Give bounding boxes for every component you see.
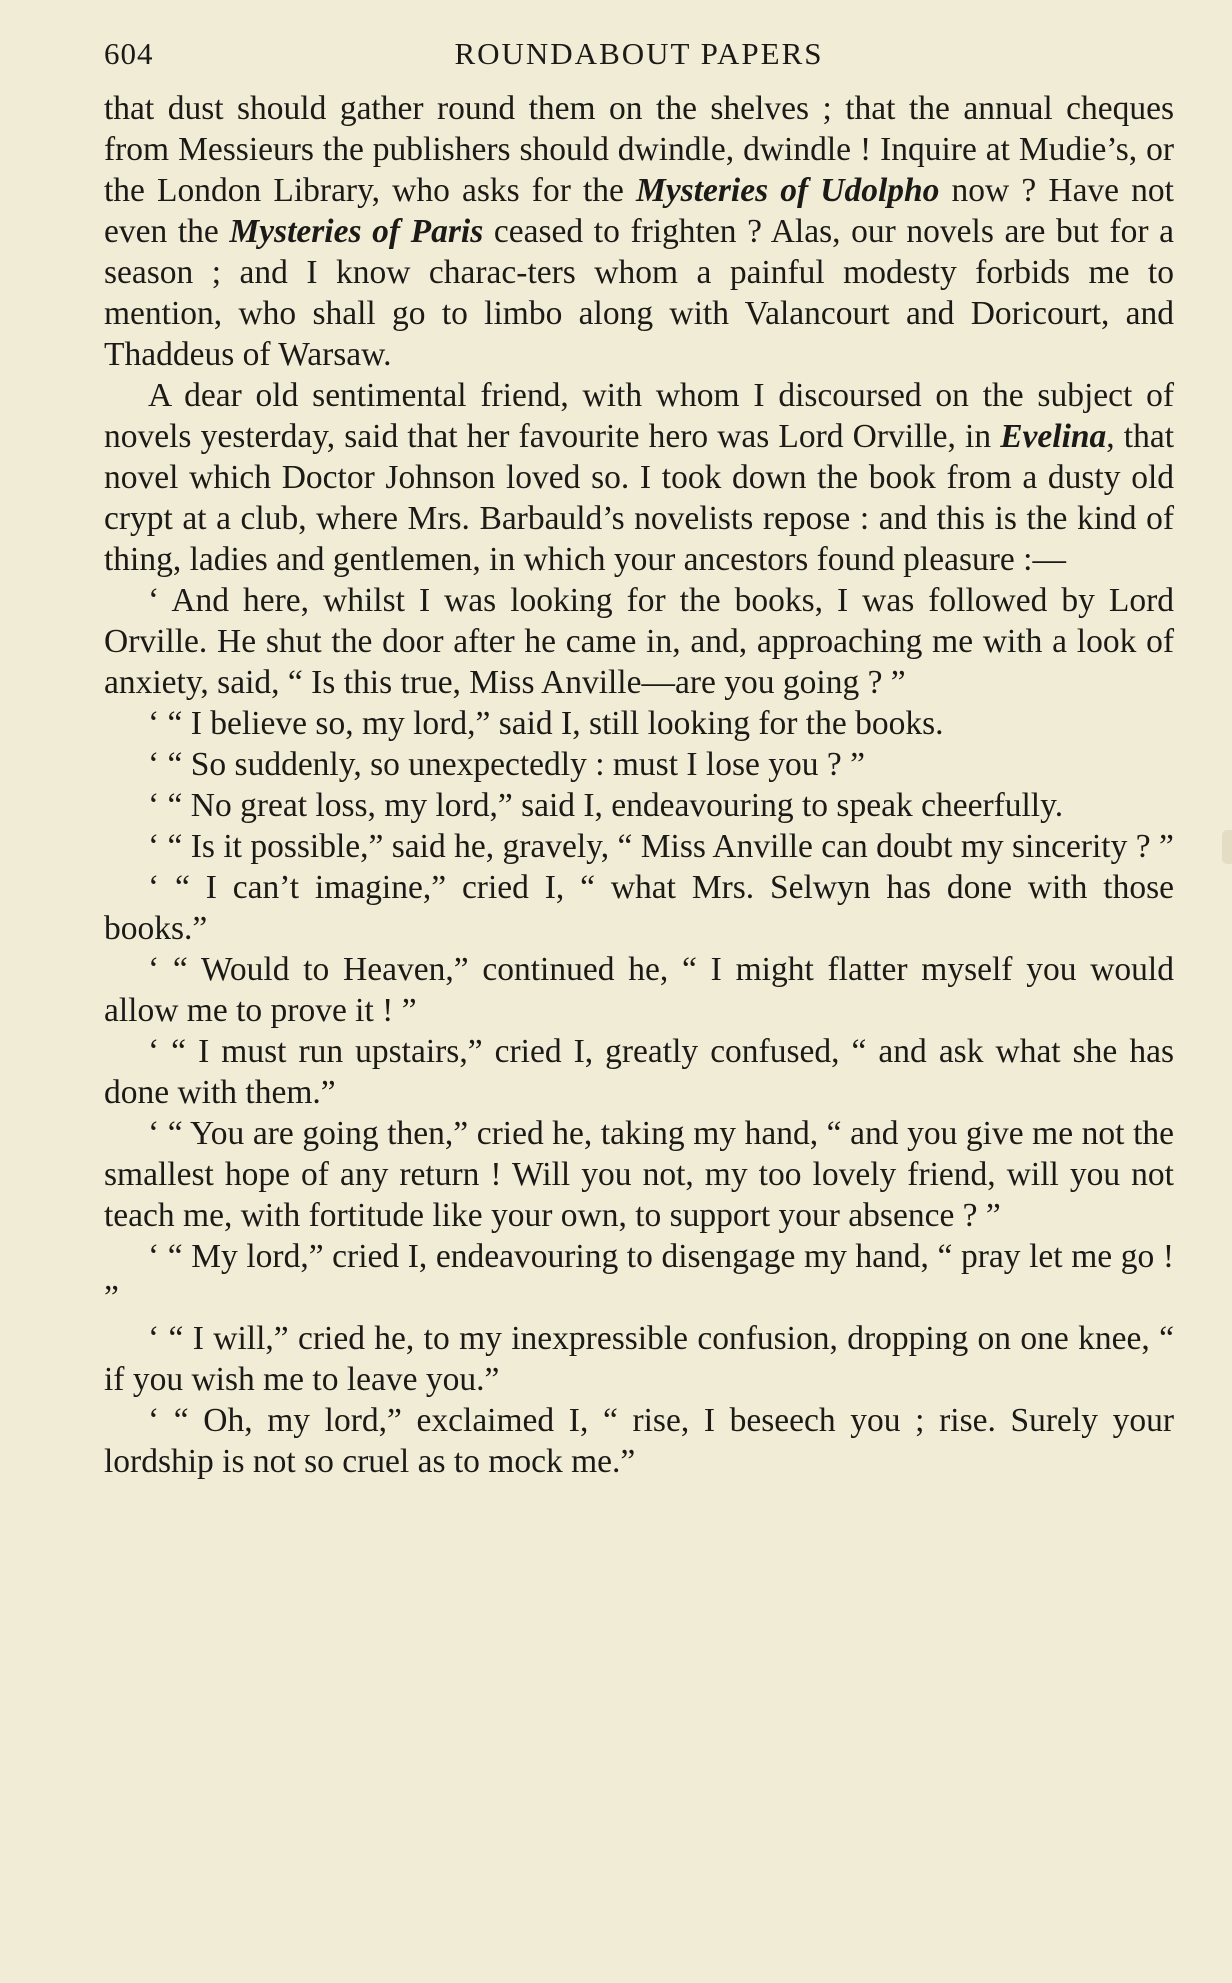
- text-run: now ? Have not even the: [104, 172, 1174, 250]
- text-run: ceased to frighten ? Alas, our novels are but for a season ; and I know charac-ters whom a painful modesty forbids me to mention, who shall go to limbo along with Valancourt and Doricourt, and Thaddeus of Warsaw.: [104, 213, 1174, 373]
- paragraph: [104, 1031, 1174, 1113]
- paragraph: [104, 867, 1174, 949]
- paragraph: [104, 744, 1174, 785]
- page-number: 604: [104, 36, 154, 71]
- paragraph: [104, 1236, 1174, 1318]
- text-run: , that novel which Doctor Johnson loved so. I took down the book from a dusty old crypt at a club, where Mrs. Barbauld’s novelists repose : and this is the kind of thing, ladies and gentlemen, in which your ancestors found pleasure :—: [104, 418, 1175, 578]
- text-run: A dear old sentimental friend, with whom I discoursed on the subject of novels yesterday, said that her favourite hero was Lord Orville, in: [104, 377, 1174, 455]
- paragraph: [104, 580, 1174, 703]
- text-run: ‘ “ So suddenly, so unexpectedly : must I lose you ? ”: [148, 746, 866, 783]
- text-run: ‘ “ I must run upstairs,” cried I, greatly confused, “ and ask what she has done with them.”: [104, 1033, 1174, 1111]
- paragraph: [104, 375, 1174, 580]
- text-run: ‘ “ My lord,” cried I, endeavouring to disengage my hand, “ pray let me go ! ”: [104, 1238, 1174, 1316]
- running-title: ROUNDABOUT PAPERS: [454, 36, 824, 71]
- text-run: ‘ “ You are going then,” cried he, taking my hand, “ and you give me not the smallest hope of any return ! Will you not, my too lovely friend, will you not teach me, with fortitude like your own, to support your absence ? ”: [104, 1115, 1174, 1234]
- continued-paragraph: [104, 88, 1174, 375]
- text-run: ‘ “ I can’t imagine,” cried I, “ what Mrs. Selwyn has done with those books.”: [104, 869, 1174, 947]
- italic-title: Mysteries of Paris: [229, 213, 484, 250]
- paragraph: [104, 703, 1174, 744]
- body-text: [104, 88, 1174, 1482]
- text-run: ‘ “ Oh, my lord,” exclaimed I, “ rise, I beseech you ; rise. Surely your lordship is not so cruel as to mock me.”: [104, 1402, 1174, 1480]
- paragraph: [104, 1400, 1174, 1482]
- paragraph: [104, 785, 1174, 826]
- paragraph: [104, 826, 1174, 867]
- page-edge-mark: [1222, 830, 1232, 864]
- italic-title: Evelina: [1000, 418, 1107, 455]
- text-run: ‘ “ Would to Heaven,” continued he, “ I might flatter myself you would allow me to prove it ! ”: [104, 951, 1174, 1029]
- text-run: that dust should gather round them on the shelves ; that the annual cheques from Messieurs the publishers should dwindle, dwindle ! Inquire at Mudie’s, or the London Library, who asks for the: [104, 90, 1174, 209]
- text-run: ‘ “ I believe so, my lord,” said I, still looking for the books.: [148, 705, 944, 742]
- book-page: [104, 30, 1174, 1482]
- text-run: ‘ “ No great loss, my lord,” said I, endeavouring to speak cheerfully.: [148, 787, 1064, 824]
- page-header: [104, 30, 1174, 80]
- paragraph: [104, 949, 1174, 1031]
- paragraph: [104, 1113, 1174, 1236]
- text-run: ‘ And here, whilst I was looking for the books, I was followed by Lord Orville. He shut the door after he came in, and, approaching me with a look of anxiety, said, “ Is this true, Miss Anville—are you going ? ”: [104, 582, 1174, 701]
- text-run: ‘ “ Is it possible,” said he, gravely, “ Miss Anville can doubt my sincerity ? ”: [148, 828, 1174, 865]
- italic-title: Mysteries of Udolpho: [636, 172, 940, 209]
- paragraph: [104, 1318, 1174, 1400]
- text-run: ‘ “ I will,” cried he, to my inexpressible confusion, dropping on one knee, “ if you wish me to leave you.”: [104, 1320, 1174, 1398]
